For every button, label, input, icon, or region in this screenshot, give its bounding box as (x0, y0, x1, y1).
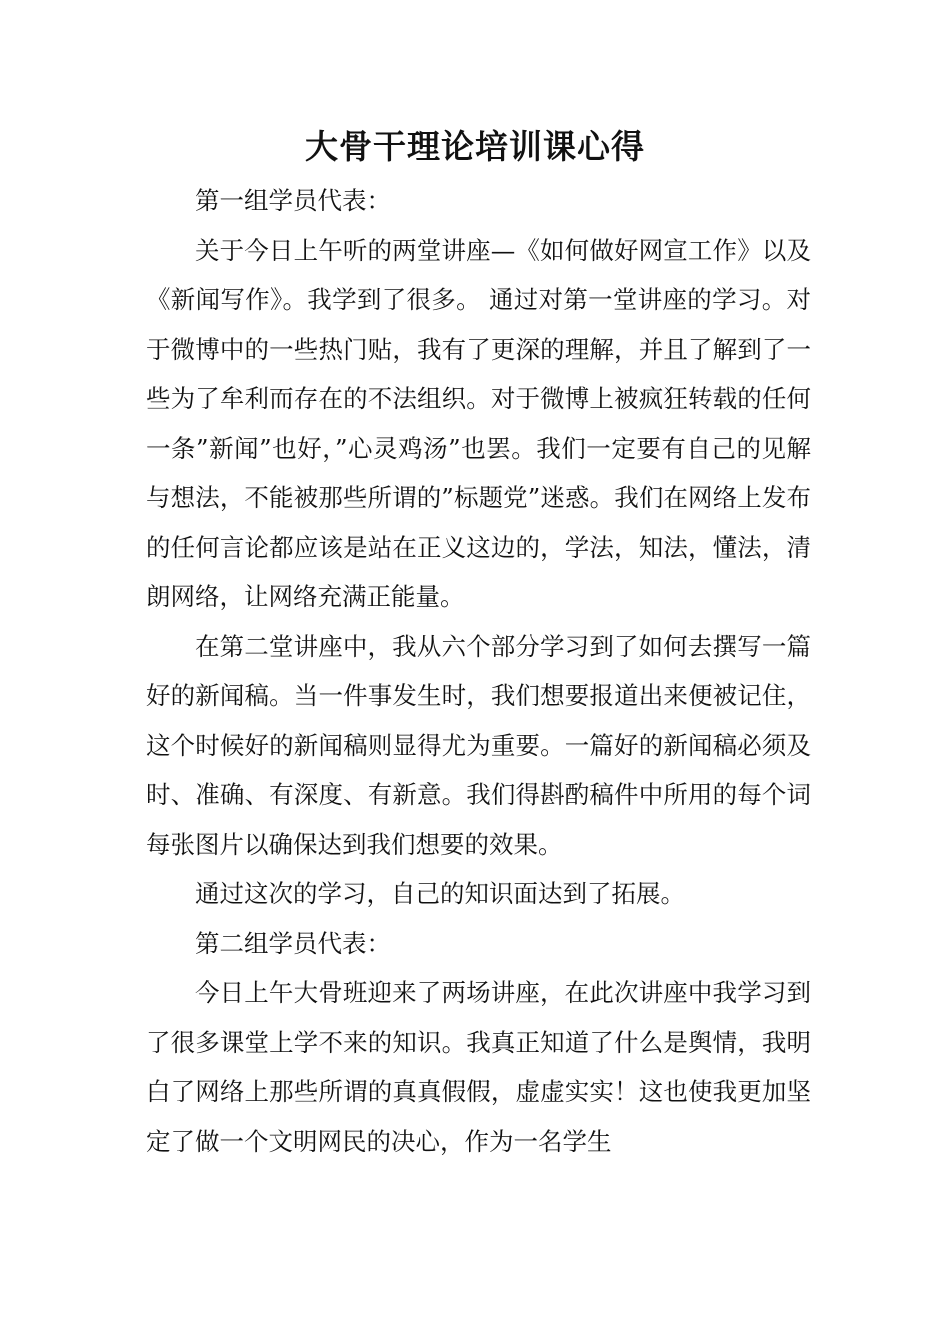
paragraph-group2-body: 今日上午大骨班迎来了两场讲座，在此次讲座中我学习到了很多课堂上学不来的知识。我真正知道了什么是舆情，我明白了网络上那些所谓的真真假假，虚虚实实！这也使我更加坚定了做一个文明网民的决心，作为一名学生 (146, 978, 811, 1156)
paragraph-summary: 通过这次的学习，自己的知识面达到了拓展。 (195, 879, 685, 908)
paragraph-group1-heading: 第一组学员代表： (195, 186, 391, 215)
paragraph-second-lecture: 在第二堂讲座中，我从六个部分学习到了如何去撰写一篇好的新闻稿。当一件事发生时，我们想要报道出来便被记住，这个时候好的新闻稿则显得尤为重要。一篇好的新闻稿必须及时、准确、有深度、有新意。我们得斟酌稿件中所用的每个词每张图片以确保达到我们想要的效果。 (146, 631, 811, 859)
paragraph-lecture-intro: 关于今日上午听的两堂讲座—《如何做好网宣工作》以及《新闻写作》。我学到了很多。 通过对第一堂讲座的学习。对于微博中的一些热门贴，我有了更深的理解，并且了解到了一些为了牟利而存在的不法组织。对于微博上被疯狂转载的任何一条”新闻”也好，”心灵鸡汤”也罢。我们一定要有自己的见解与想法，不能被那些所谓的”标题党”迷惑。我们在网络上发布的任何言论都应该是站在正义这边的，学法，知法，懂法，清朗网络，让网络充满正能量。 (146, 235, 811, 611)
document-title: 大骨干理论培训课心得 (305, 127, 645, 166)
document-body (146, 176, 811, 1166)
paragraph-group2-heading: 第二组学员代表： (195, 928, 391, 958)
